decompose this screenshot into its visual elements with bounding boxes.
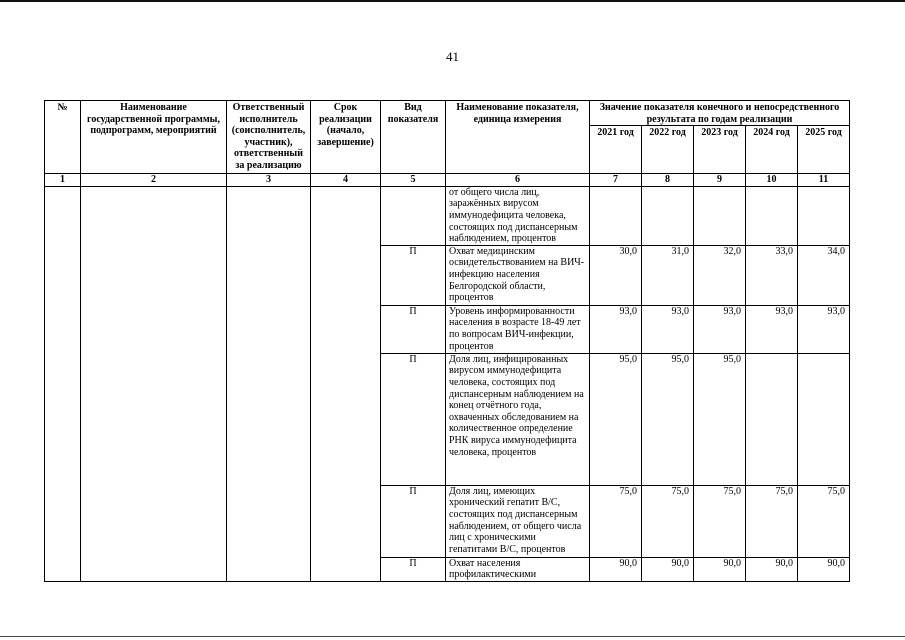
header-indicator-type: Вид показателя bbox=[381, 101, 446, 174]
value-2022: 75,0 bbox=[642, 485, 694, 557]
header-year-2022: 2022 год bbox=[642, 126, 694, 174]
value-2024: 93,0 bbox=[746, 305, 798, 353]
value-2025: 34,0 bbox=[798, 245, 850, 305]
header-indicator-name: Наименование показателя, единица измерения bbox=[446, 101, 590, 174]
value-2023: 75,0 bbox=[694, 485, 746, 557]
cell-program bbox=[81, 186, 227, 581]
indicator-type bbox=[381, 186, 446, 245]
value-2023: 32,0 bbox=[694, 245, 746, 305]
value-2022: 95,0 bbox=[642, 353, 694, 485]
indicator-type: П bbox=[381, 305, 446, 353]
column-number: 8 bbox=[642, 174, 694, 187]
value-2023: 95,0 bbox=[694, 353, 746, 485]
top-border-line bbox=[0, 0, 905, 2]
header-term: Срок реализации (начало, завершение) bbox=[311, 101, 381, 174]
cell-term bbox=[311, 186, 381, 581]
value-2025: 75,0 bbox=[798, 485, 850, 557]
value-2025: 93,0 bbox=[798, 305, 850, 353]
indicator-name: Охват медицинским освидетельствованием на ВИЧ-инфекцию населения Белгородской области, процентов bbox=[446, 245, 590, 305]
page-number: 41 bbox=[446, 49, 459, 64]
indicator-name: Доля лиц, инфицированных вирусом иммунодефицита человека, состоящих под диспансерным наблюдением на конец отчётного года, охваченных обследованием на количественное определение РНК вируса иммунодефицита человека, процентов bbox=[446, 353, 590, 485]
value-2023 bbox=[694, 186, 746, 245]
indicator-name: Уровень информированности населения в возрасте 18-49 лет по вопросам ВИЧ-инфекции, процентов bbox=[446, 305, 590, 353]
cell-no bbox=[45, 186, 81, 581]
header-year-2023: 2023 год bbox=[694, 126, 746, 174]
indicator-name: от общего числа лиц, заражённых вирусом иммунодефицита человека, состоящих под диспансерным наблюдением, процентов bbox=[446, 186, 590, 245]
value-2022: 93,0 bbox=[642, 305, 694, 353]
value-2024: 75,0 bbox=[746, 485, 798, 557]
column-number: 4 bbox=[311, 174, 381, 187]
column-number: 9 bbox=[694, 174, 746, 187]
value-2024 bbox=[746, 353, 798, 485]
column-number: 2 bbox=[81, 174, 227, 187]
indicator-type: П bbox=[381, 485, 446, 557]
value-2021: 93,0 bbox=[590, 305, 642, 353]
value-2021: 90,0 bbox=[590, 557, 642, 581]
header-executor: Ответственный исполнитель (соисполнитель, участник), ответственный за реализацию bbox=[227, 101, 311, 174]
column-number: 7 bbox=[590, 174, 642, 187]
value-2021: 30,0 bbox=[590, 245, 642, 305]
header-year-2021: 2021 год bbox=[590, 126, 642, 174]
header-program: Наименование государственной программы, подпрограмм, мероприятий bbox=[81, 101, 227, 174]
cell-executor bbox=[227, 186, 311, 581]
indicator-type: П bbox=[381, 353, 446, 485]
indicator-type: П bbox=[381, 557, 446, 581]
column-number: 6 bbox=[446, 174, 590, 187]
value-2023: 90,0 bbox=[694, 557, 746, 581]
indicator-table-sheet bbox=[44, 100, 850, 582]
value-2024: 90,0 bbox=[746, 557, 798, 581]
header-year-2024: 2024 год bbox=[746, 126, 798, 174]
column-number-row bbox=[45, 174, 850, 187]
header-year-2025: 2025 год bbox=[798, 126, 850, 174]
value-2022: 90,0 bbox=[642, 557, 694, 581]
header-no: № bbox=[45, 101, 81, 174]
column-number: 1 bbox=[45, 174, 81, 187]
value-2025 bbox=[798, 353, 850, 485]
value-2021: 75,0 bbox=[590, 485, 642, 557]
value-2021 bbox=[590, 186, 642, 245]
value-2022: 31,0 bbox=[642, 245, 694, 305]
indicator-name: Охват населения профилактическими bbox=[446, 557, 590, 581]
indicator-type: П bbox=[381, 245, 446, 305]
table-row bbox=[45, 186, 850, 245]
value-2025: 90,0 bbox=[798, 557, 850, 581]
column-number: 5 bbox=[381, 174, 446, 187]
column-number: 10 bbox=[746, 174, 798, 187]
indicator-name: Доля лиц, имеющих хронический гепатит В/С, состоящих под диспансерным наблюдением, от общего числа лиц с хроническими гепатитами В/С, процентов bbox=[446, 485, 590, 557]
indicator-table bbox=[44, 100, 850, 582]
header-values-group: Значение показателя конечного и непосредственного результата по годам реализации bbox=[590, 101, 850, 126]
value-2024: 33,0 bbox=[746, 245, 798, 305]
value-2024 bbox=[746, 186, 798, 245]
value-2023: 93,0 bbox=[694, 305, 746, 353]
bottom-border-line bbox=[0, 636, 905, 637]
column-number: 11 bbox=[798, 174, 850, 187]
column-number: 3 bbox=[227, 174, 311, 187]
value-2021: 95,0 bbox=[590, 353, 642, 485]
value-2022 bbox=[642, 186, 694, 245]
value-2025 bbox=[798, 186, 850, 245]
